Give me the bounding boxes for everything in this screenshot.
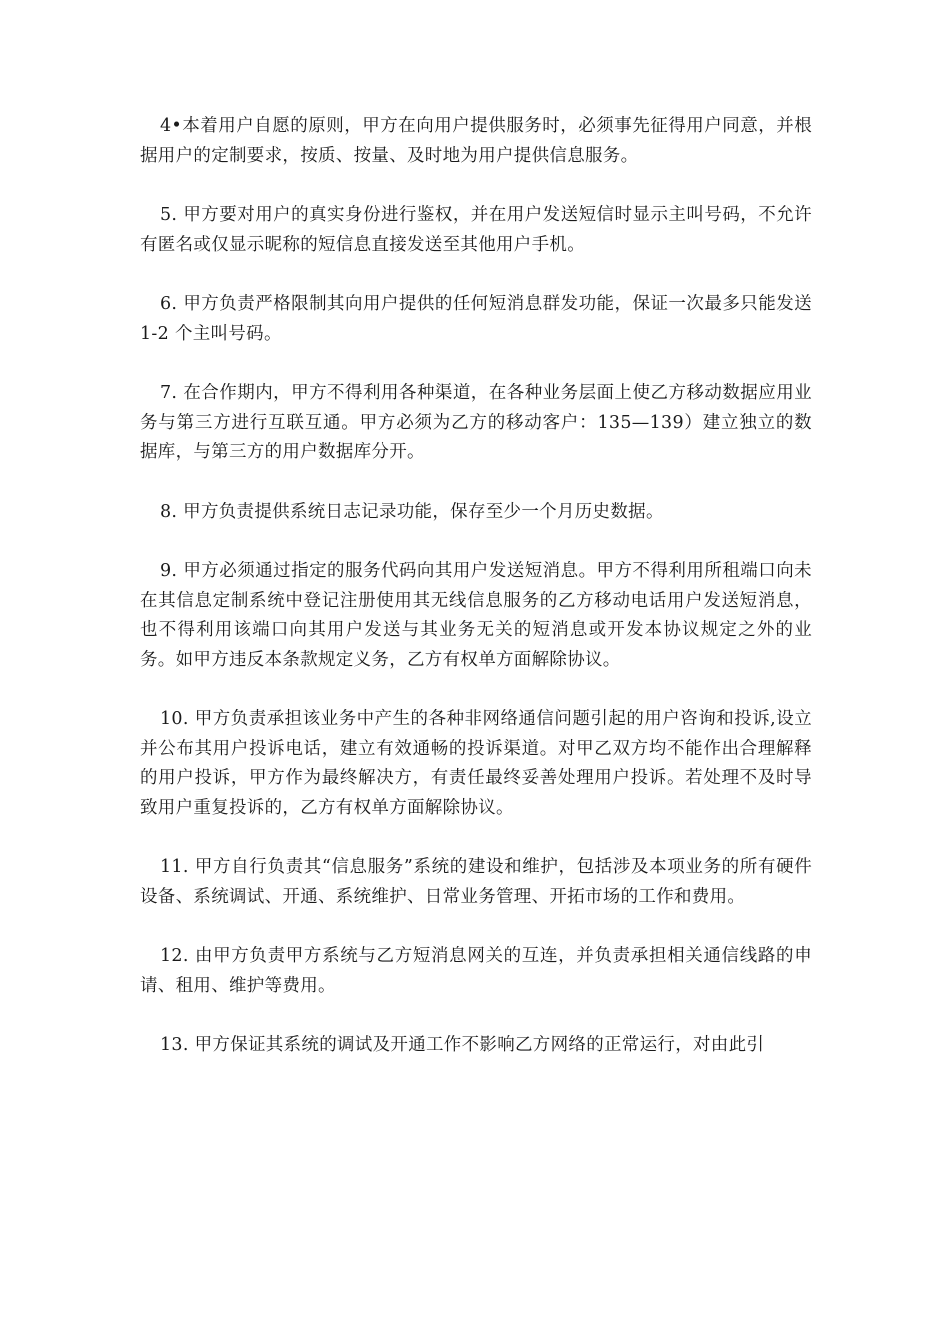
clause-11: 11. 甲方自行负责其“信息服务”系统的建设和维护，包括涉及本项业务的所有硬件设备、系统调试、开通、系统维护、日常业务管理、开拓市场的工作和费用。: [140, 857, 812, 907]
document-page: [140, 112, 812, 1061]
clause-9: 9. 甲方必须通过指定的服务代码向其用户发送短消息。甲方不得利用所租端口向未在其信息定制系统中登记注册使用其无线信息服务的乙方移动电话用户发送短消息，也不得利用该端口向其用户发送与其业务无关的短消息或开发本协议规定之外的业务。如甲方违反本条款规定义务，乙方有权单方面解除协议。: [140, 561, 812, 670]
clause-7: 7. 在合作期内，甲方不得利用各种渠道，在各种业务层面上使乙方移动数据应用业务与第三方进行互联互通。甲方必须为乙方的移动客户：135—139）建立独立的数据库，与第三方的用户数据库分开。: [140, 383, 812, 462]
clause-13: 13. 甲方保证其系统的调试及开通工作不影响乙方网络的正常运行，对由此引: [160, 1035, 765, 1055]
clause-4: 4•本着用户自愿的原则，甲方在向用户提供服务时，必须事先征得用户同意，并根据用户的定制要求，按质、按量、及时地为用户提供信息服务。: [140, 116, 812, 166]
clause-8: 8. 甲方负责提供系统日志记录功能，保存至少一个月历史数据。: [160, 501, 664, 522]
clause-12: 12. 由甲方负责甲方系统与乙方短消息网关的互连，并负责承担相关通信线路的申请、租用、维护等费用。: [140, 946, 812, 996]
clause-10: 10. 甲方负责承担该业务中产生的各种非网络通信问题引起的用户咨询和投诉,设立并公布其用户投诉电话，建立有效通畅的投诉渠道。对甲乙双方均不能作出合理解释的用户投诉，甲方作为最终解决方，有责任最终妥善处理用户投诉。若处理不及时导致用户重复投诉的，乙方有权单方面解除协议。: [140, 709, 812, 818]
clause-5: 5. 甲方要对用户的真实身份进行鉴权，并在用户发送短信时显示主叫号码，不允许有匿名或仅显示昵称的短信息直接发送至其他用户手机。: [140, 205, 812, 255]
clause-6: 6. 甲方负责严格限制其向用户提供的任何短消息群发功能，保证一次最多只能发送 1-2 个主叫号码。: [140, 294, 812, 344]
